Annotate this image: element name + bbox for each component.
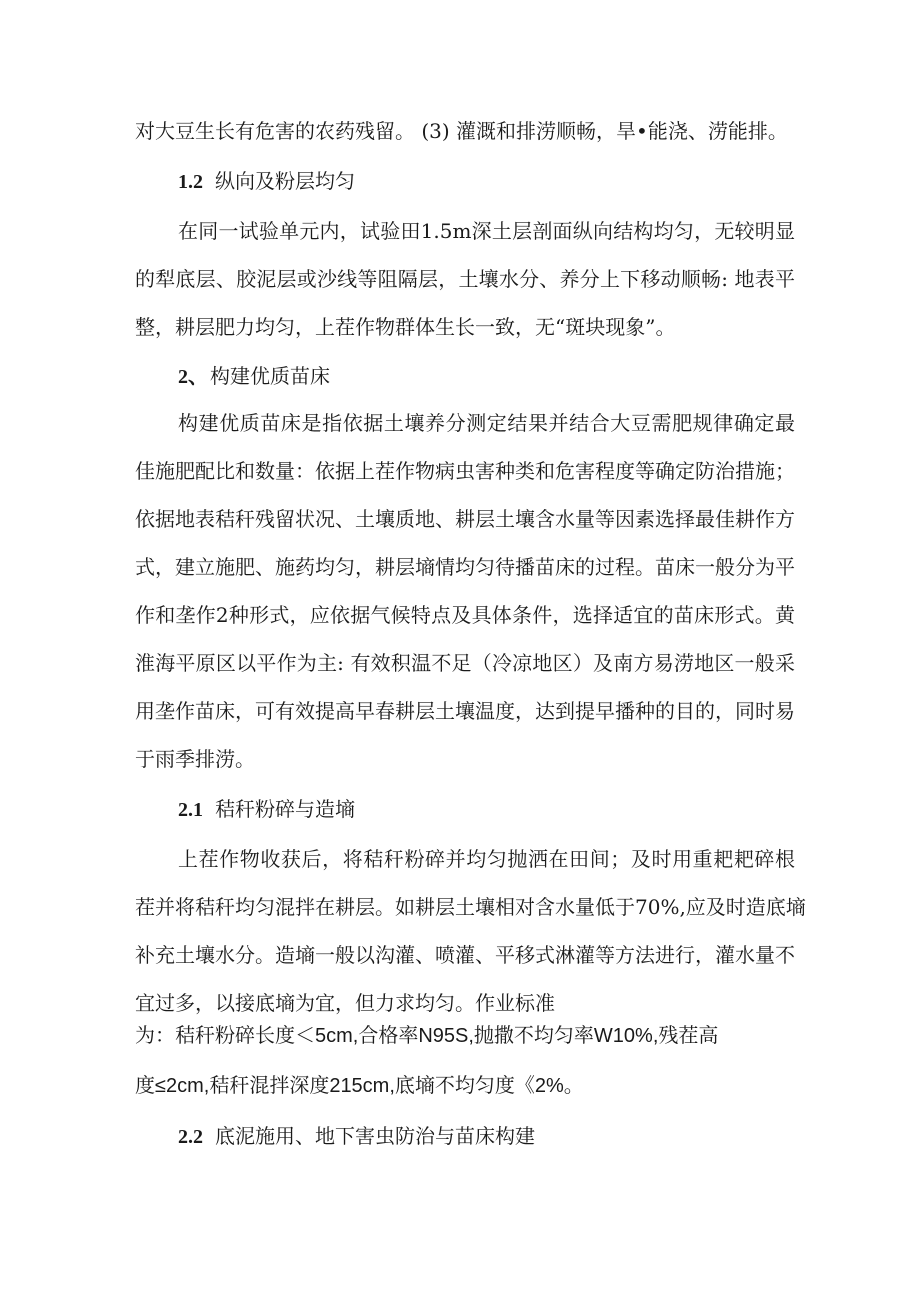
section-title: 底泥施用、地下害虫防治与苗床构建 bbox=[215, 1124, 535, 1148]
section-number: 1.2 bbox=[178, 171, 203, 193]
body-text-line: 度≤2cm,秸秆混拌深度215cm,底墒不均匀度《2%。 bbox=[135, 1075, 584, 1097]
body-text-line: 淮海平原区以平作为主: 有效积温不足（冷凉地区）及南方易涝地区一般采 bbox=[135, 651, 795, 675]
body-text-line: 对大豆生长有危害的农药残留。 (3) 灌溉和排涝顺畅，旱•能浇、涝能排。 bbox=[135, 119, 788, 143]
section-title: 秸秆粉碎与造墒 bbox=[215, 797, 355, 821]
section-title: 纵向及粉层均匀 bbox=[215, 169, 355, 193]
body-text-line: 佳施肥配比和数量：依据上茬作物病虫害种类和危害程度等确定防治措施； bbox=[135, 459, 795, 483]
body-text-line: 茬并将秸秆均匀混拌在耕层。如耕层土壤相对含水量低于70%,应及时造底墒 bbox=[135, 895, 806, 919]
section-number: 2、 bbox=[178, 366, 208, 388]
body-text-line: 在同一试验单元内，试验田1.5m深土层剖面纵向结构均匀，无较明显 bbox=[178, 219, 795, 243]
body-text-line: 上茬作物收获后，将秸秆粉碎并均匀抛洒在田间；及时用重耙耙碎根 bbox=[178, 847, 795, 871]
body-text-line: 于雨季排涝。 bbox=[135, 747, 255, 771]
section-number: 2.1 bbox=[178, 799, 203, 821]
body-text-line: 依据地表秸秆残留状况、土壤质地、耕层土壤含水量等因素选择最佳耕作方 bbox=[135, 507, 795, 531]
body-text-line: 用垄作苗床，可有效提高早春耕层土壤温度，达到提早播种的目的，同时易 bbox=[135, 699, 795, 723]
body-text-line: 整，耕层肥力均匀，上茬作物群体生长一致，无“斑块现象”。 bbox=[135, 315, 676, 339]
section-heading-2-2 bbox=[178, 1122, 535, 1151]
section-number: 2.2 bbox=[178, 1126, 203, 1148]
body-text-line: 补充土壤水分。造墒一般以沟灌、喷灌、平移式淋灌等方法进行，灌水量不 bbox=[135, 943, 795, 967]
section-heading-2 bbox=[178, 362, 330, 391]
body-text-line: 为：秸秆粉碎长度＜5cm,合格率N95S,抛撒不均匀率W10%,残茬高 bbox=[135, 1025, 719, 1047]
body-text-line: 作和垄作2种形式，应依据气候特点及具体条件，选择适宜的苗床形式。黄 bbox=[135, 603, 795, 627]
body-text-line: 宜过多，以接底墒为宜，但力求均匀。作业标准 bbox=[135, 991, 555, 1015]
section-heading-1-2 bbox=[178, 167, 355, 196]
body-text-line: 构建优质苗床是指依据土壤养分测定结果并结合大豆需肥规律确定最 bbox=[178, 411, 795, 435]
section-heading-2-1 bbox=[178, 795, 355, 824]
body-text-line: 式，建立施肥、施药均匀，耕层墒情均匀待播苗床的过程。苗床一般分为平 bbox=[135, 555, 795, 579]
body-text-line: 的犁底层、胶泥层或沙线等阻隔层，土壤水分、养分上下移动顺畅: 地表平 bbox=[135, 267, 795, 291]
section-title: 构建优质苗床 bbox=[210, 364, 330, 388]
